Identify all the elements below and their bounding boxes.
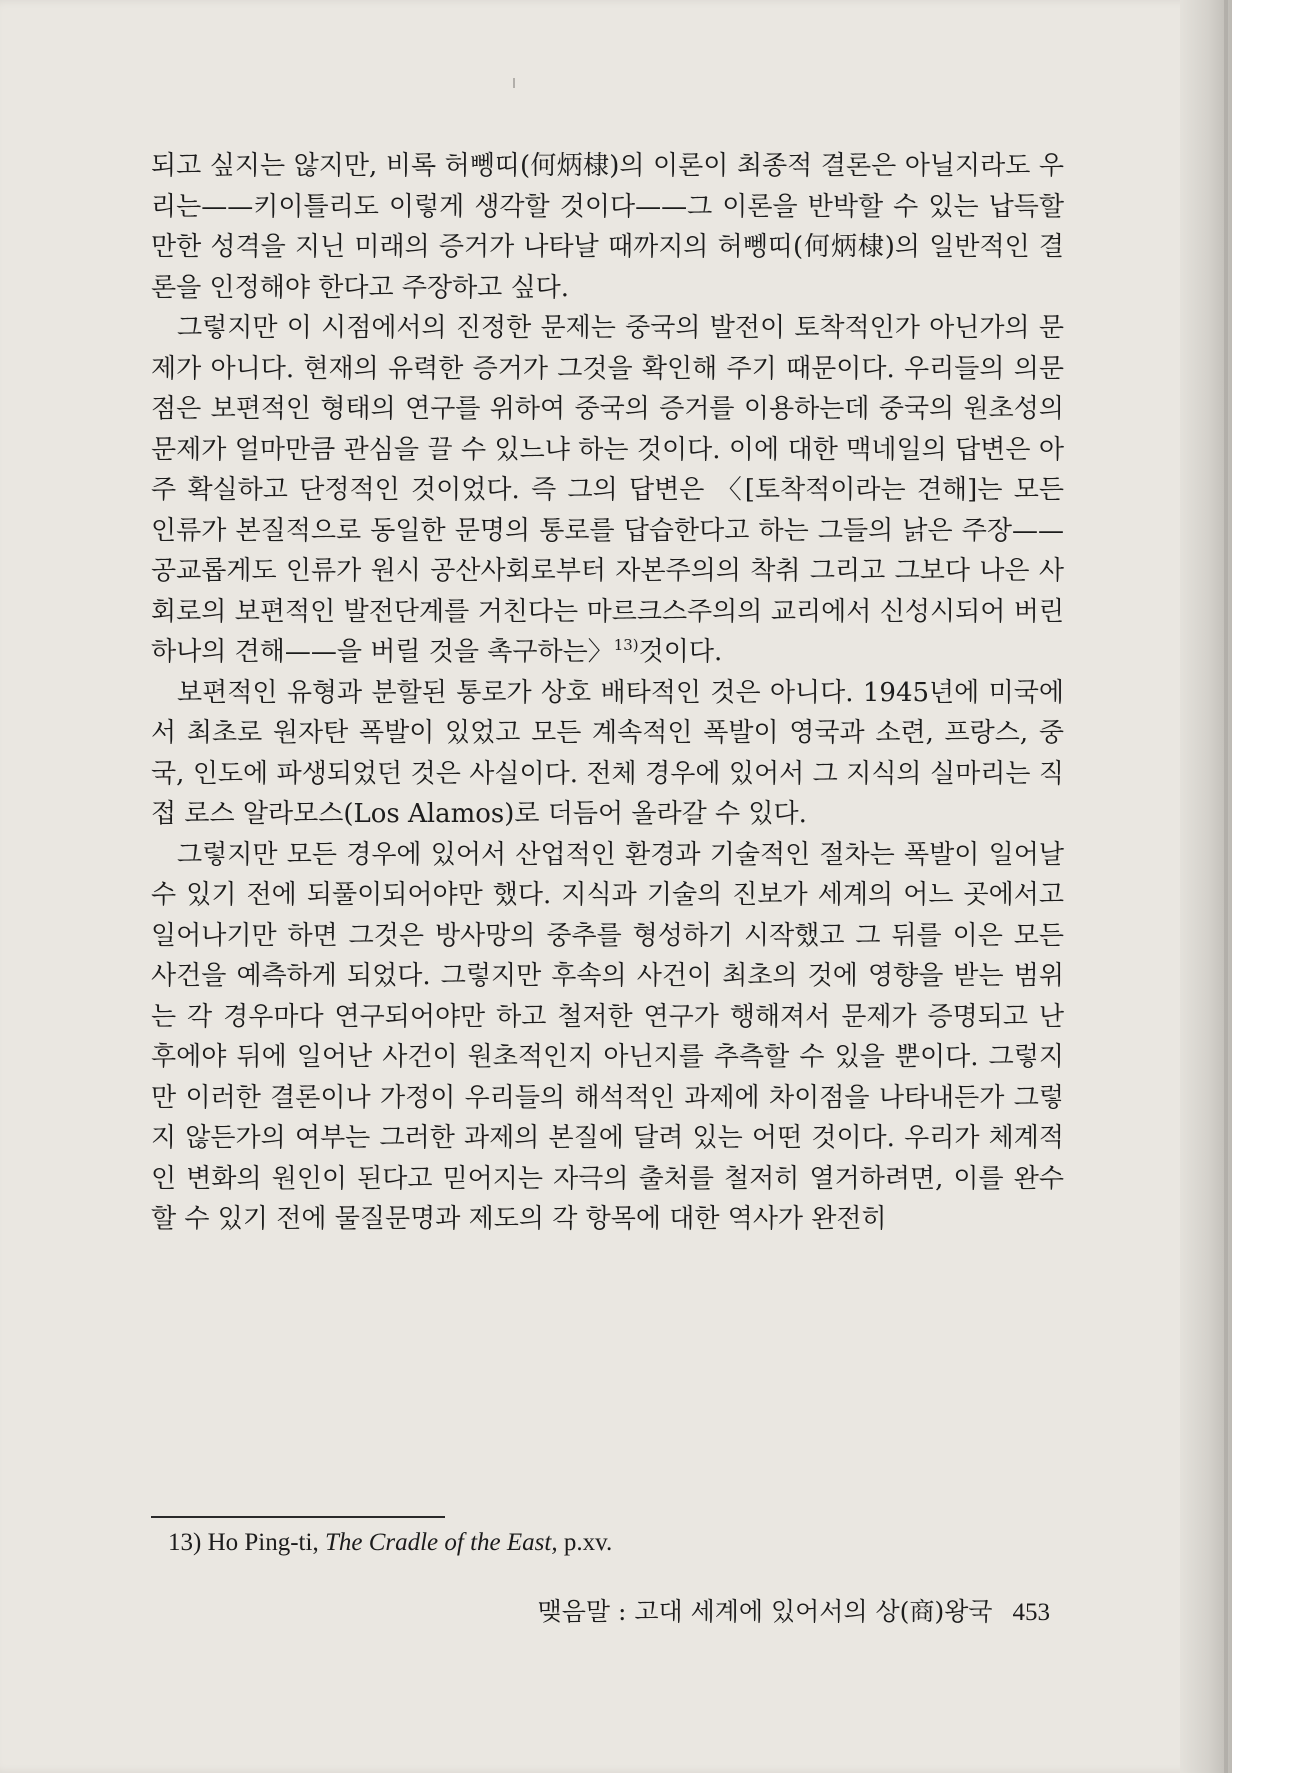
paragraph-2-end: 것이다. xyxy=(638,637,723,667)
page-number: 453 xyxy=(1012,1599,1050,1626)
body-text xyxy=(151,146,1064,1240)
paragraph-1: 되고 싶지는 않지만, 비록 허뼁띠(何炳棣)의 이론이 최종적 결론은 아닐지라도 우리는——키이틀리도 이렇게 생각할 것이다——그 이론을 반박할 수 있는 납득할 만한 성격을 지닌 미래의 증거가 나타날 때까지의 허뼁띠(何炳棣)의 일반적인 결론을 인정해야 한다고 주장하고 싶다. xyxy=(151,151,1064,303)
footnote-pages: p.xv. xyxy=(563,1529,613,1556)
chapter-title: 맺음말 : 고대 세계에 있어서의 상(商)왕국 xyxy=(537,1597,993,1626)
paragraph-2-text: 그렇지만 이 시점에서의 진정한 문제는 중국의 발전이 토착적인가 아닌가의 문제가 아니다. 현재의 유력한 증거가 그것을 확인해 주기 때문이다. 우리들의 의문점은 보편적인 형태의 연구를 위하여 중국의 증거를 이용하는데 중국의 원초성의 문제가 얼마만큼 관심을 끌 수 있느냐 하는 것이다. 이에 대한 맥네일의 답변은 아주 확실하고 단정적인 것이었다. 즉 그의 답변은 〈[토착적이라는 견해]는 모든 인류가 본질적으로 동일한 문명의 통로를 답습한다고 하는 그들의 낡은 주장——공교롭게도 인류가 원시 공산사회로부터 자본주의의 착취 그리고 그보다 나은 사회로의 보편적인 발전단계를 거친다는 마르크스주의의 교리에서 신성시되어 버린 하나의 견해——을 버릴 것을 촉구하는〉 xyxy=(151,313,1064,667)
footnote-divider xyxy=(151,1516,445,1518)
footnote-reference[interactable]: 13) xyxy=(613,636,639,654)
footnote xyxy=(168,1529,612,1557)
footnote-title: The Cradle of the East, xyxy=(324,1529,558,1556)
paragraph-3: 보편적인 유형과 분할된 통로가 상호 배타적인 것은 아니다. 1945년에 미국에서 최초로 원자탄 폭발이 있었고 모든 계속적인 폭발이 영국과 소련, 프랑스, 중국, 인도에 파생되었던 것은 사실이다. 전체 경우에 있어서 그 지식의 실마리는 직접 로스 알라모스(Los Alamos)로 더듬어 올라갈 수 있다. xyxy=(151,677,1064,829)
footnote-author: Ho Ping-ti, xyxy=(207,1529,319,1556)
page-edge-line xyxy=(1224,0,1228,1773)
paper-speck xyxy=(513,78,515,88)
running-footer xyxy=(480,1592,1050,1628)
paragraph-2 xyxy=(151,308,1064,673)
paragraph-4: 그렇지만 모든 경우에 있어서 산업적인 환경과 기술적인 절차는 폭발이 일어날 수 있기 전에 되풀이되어야만 했다. 지식과 기술의 진보가 세계의 어느 곳에서고 일어나기만 하면 그것은 방사망의 중추를 형성하기 시작했고 그 뒤를 이은 모든 사건을 예측하게 되었다. 그렇지만 후속의 사건이 최초의 것에 영향을 받는 범위는 각 경우마다 연구되어야만 하고 철저한 연구가 행해져서 문제가 증명되고 난 후에야 뒤에 일어난 사건이 원초적인지 아닌지를 추측할 수 있을 뿐이다. 그렇지만 이러한 결론이나 가정이 우리들의 해석적인 과제에 차이점을 나타내든가 그렇지 않든가의 여부는 그러한 과제의 본질에 달려 있는 어떤 것이다. 우리가 체계적인 변화의 원인이 된다고 믿어지는 자극의 출처를 철저히 열거하려면, 이를 완수할 수 있기 전에 물질문명과 제도의 각 항목에 대한 역사가 완전히 xyxy=(151,839,1064,1234)
footnote-number: 13) xyxy=(168,1529,202,1556)
